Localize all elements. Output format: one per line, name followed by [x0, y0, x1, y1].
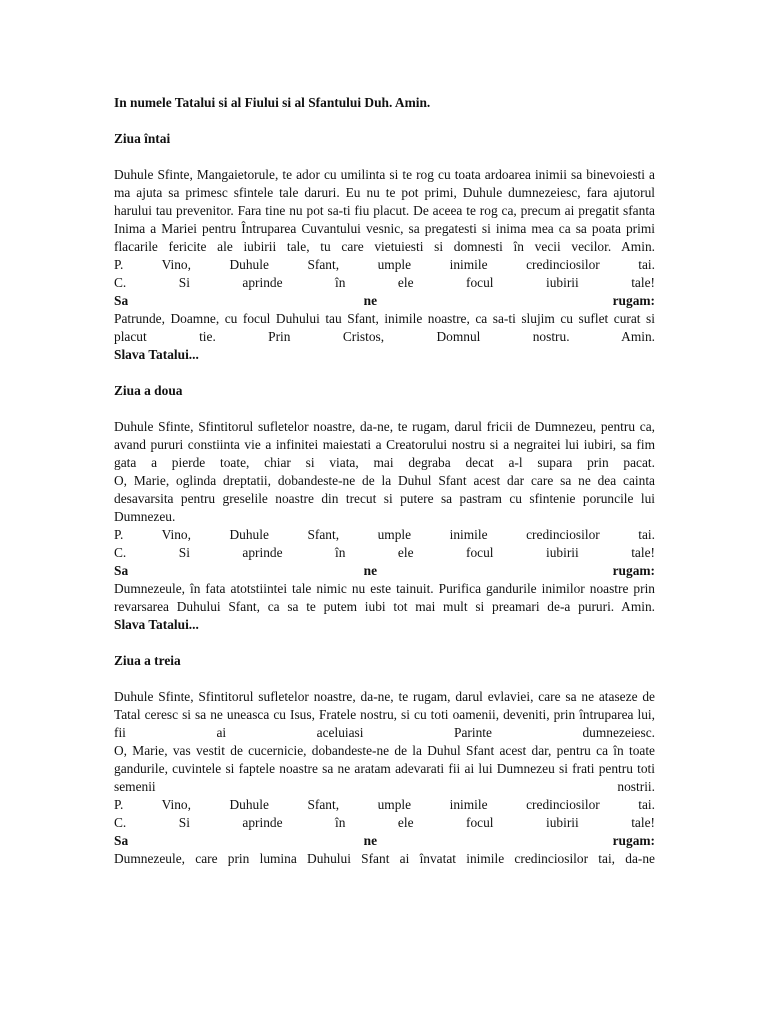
day-section-3 — [114, 652, 655, 868]
glory-be-line: Slava Tatalui... — [114, 617, 199, 632]
document-title: In numele Tatalui si al Fiului si al Sfantului Duh. Amin. — [114, 95, 431, 110]
document-content — [114, 94, 655, 868]
let-us-pray-line: Sa ne rugam: — [114, 563, 655, 578]
day-heading: Ziua a treia — [114, 653, 181, 668]
response-line: C. Si aprinde în ele focul iubirii tale! — [114, 815, 655, 830]
prayer-paragraph: Duhule Sfinte, Sfintitorul sufletelor noastre, da-ne, te rugam, darul evlaviei, care sa ne ataseze de Tatal ceresc si sa ne uneasca cu Isus, Fratele nostru, si cu toti oamenii, deveniti, prin întruparea lui, fii ai aceluiasi Parinte dumnezeiesc. — [114, 689, 655, 740]
day-section-1 — [114, 130, 655, 364]
response-line: C. Si aprinde în ele focul iubirii tale! — [114, 545, 655, 560]
closing-prayer: Patrunde, Doamne, cu focul Duhului tau Sfant, inimile noastre, ca sa-ti slujim cu suflet curat si placut tie. Prin Cristos, Domnul nostru. Amin. — [114, 311, 655, 344]
day-heading: Ziua a doua — [114, 383, 183, 398]
response-line: C. Si aprinde în ele focul iubirii tale! — [114, 275, 655, 290]
let-us-pray-line: Sa ne rugam: — [114, 293, 655, 308]
prayer-paragraph: Duhule Sfinte, Mangaietorule, te ador cu umilinta si te rog cu toata ardoarea inimii sa binevoiesti a ma ajuta sa primesc sfintele tale daruri. Eu nu te pot primi, Duhule dumnezeiesc, fara ajutorul harului tau prevenitor. Fara tine nu pot sa-ti fiu placut. De aceea te rog ca, precum ai pregatit sfanta Inima a Mariei pentru Întruparea Cuvantului vesnic, sa pregatesti si inima mea ca sa poata primi flacarile fericite ale iubirii tale, tu care vietuiesti si domnesti în vecii vecilor. Amin. — [114, 167, 655, 254]
day-section-2 — [114, 382, 655, 634]
closing-prayer-partial: Dumnezeule, care prin lumina Duhului Sfant ai învatat inimile credinciosilor tai, da-ne — [114, 851, 655, 866]
glory-be-line: Slava Tatalui... — [114, 347, 199, 362]
closing-prayer: Dumnezeule, în fata atotstiintei tale nimic nu este tainuit. Purifica gandurile inimilor noastre prin revarsarea Duhului Sfant, ca sa te putem iubi tot mai mult si preamari de-a pururi. Amin. — [114, 581, 655, 614]
invocation-line: P. Vino, Duhule Sfant, umple inimile credinciosilor tai. — [114, 797, 655, 812]
let-us-pray-line: Sa ne rugam: — [114, 833, 655, 848]
marian-paragraph: O, Marie, oglinda dreptatii, dobandeste-ne de la Duhul Sfant acest dar care sa ne dea cainta desavarsita pentru greselile noastre din trecut si putere sa pastram cu sfintenie poruncile lui Dumnezeu. — [114, 473, 655, 524]
marian-paragraph: O, Marie, vas vestit de cucernicie, dobandeste-ne de la Duhul Sfant acest dar, pentru ca în toate gandurile, cuvintele si faptele noastre sa ne aratam adevarati fii ai lui Dumnezeu si frati pentru toti semenii nostrii. — [114, 743, 655, 794]
prayer-paragraph: Duhule Sfinte, Sfintitorul sufletelor noastre, da-ne, te rugam, darul fricii de Dumnezeu, pentru ca, avand pururi constiinta vie a infinitei maiestati a Creatorului nostru si a negraitei lui iubiri, sa fim gata a pierde toate, chiar si viata, mai degraba decat a-l supara prin pacat. — [114, 419, 655, 470]
invocation-line: P. Vino, Duhule Sfant, umple inimile credinciosilor tai. — [114, 527, 655, 542]
invocation-line: P. Vino, Duhule Sfant, umple inimile credinciosilor tai. — [114, 257, 655, 272]
day-heading: Ziua întai — [114, 131, 171, 146]
